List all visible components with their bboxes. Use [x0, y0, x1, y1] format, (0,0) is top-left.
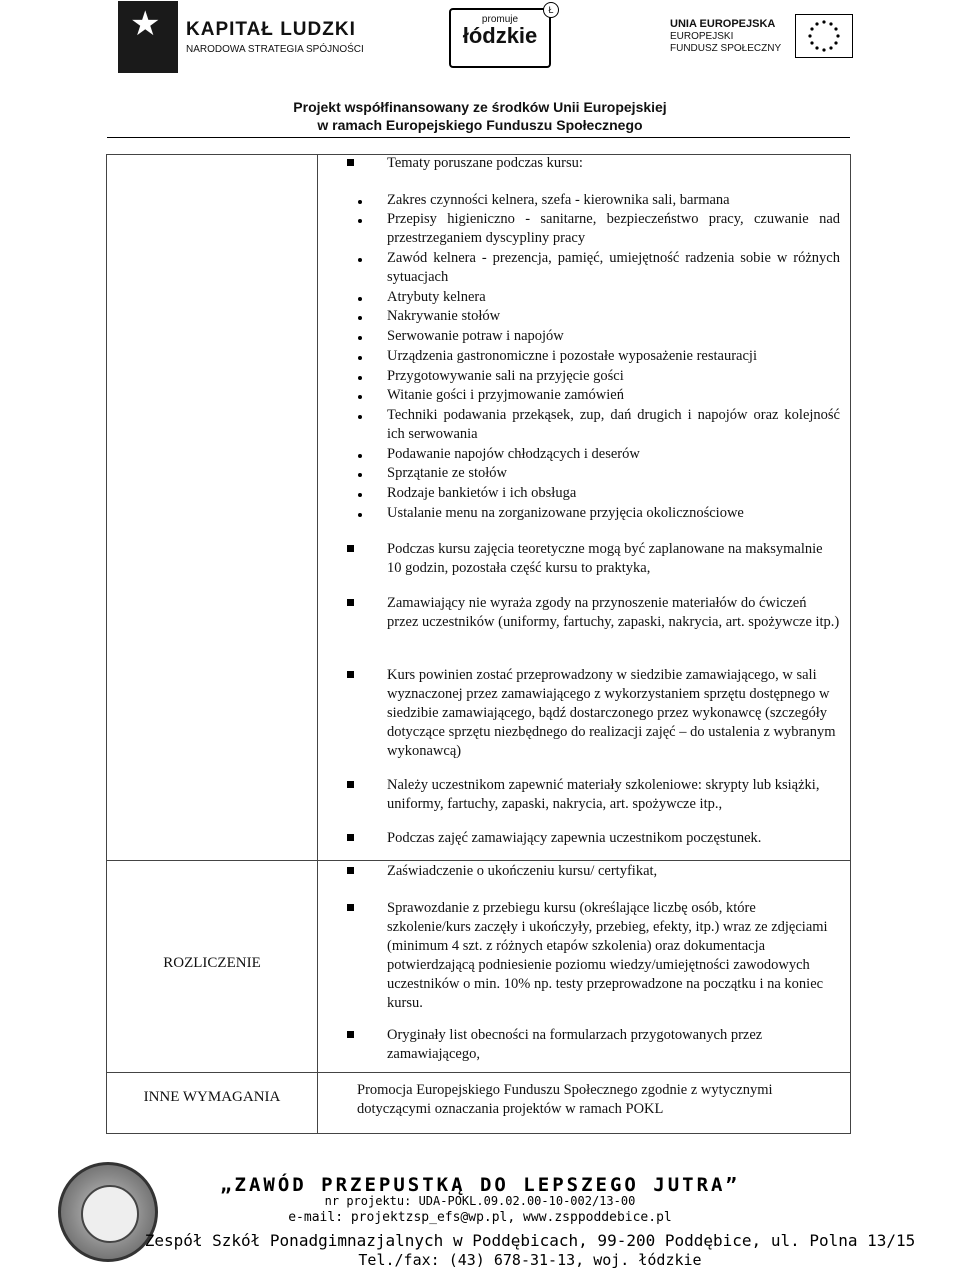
rozliczenie-item: Sprawozdanie z przebiegu kursu (określające liczbę osób, które szkolenie/kurs zaczęły i ukończyły, przebieg, efekty, itp.) wraz ze zdjęciami (minimum 4 szt. z różnych etapów szkolenia) oraz dokumentacja potwierdzającą podniesienie poziomu wiedzy/umiejętności zawodowych uczestników o min. 10% np. testy przeprowadzone na początku i na koniec kursu. [387, 900, 828, 1011]
topic-item: Urządzenia gastronomiczne i pozostałe wyposażenie restauracji [387, 348, 757, 364]
lodz-small-text: promuje [481, 14, 519, 25]
topic-item: Atrybuty kelnera [387, 289, 486, 305]
note-item: Należy uczestnikom zapewnić materiały szkoleniowe: skrypty lub książki, uniformy, fartuchy, zapaski, nakrycia, art. spożywcze itp., [387, 777, 820, 812]
topic-item: Serwowanie potraw i napojów [387, 328, 564, 344]
note-item: Podczas zajęć zamawiający zapewnia uczestnikom poczęstunek. [387, 830, 762, 846]
topic-item: Podawanie napojów chłodzących i deserów [387, 446, 640, 462]
note-item: Podczas kursu zajęcia teoretyczne mogą być zaplanowane na maksymalnie 10 godzin, pozostała część kursu to praktyka, [387, 541, 823, 576]
project-line-2: w ramach Europejskiego Funduszu Społecznego [317, 117, 643, 133]
topic-item: Witanie gości i przyjmowanie zamówień [387, 387, 624, 403]
footer-school: Zespół Szkół Ponadgimnazjalnych w Poddębicach, 99-200 Poddębice, ul. Polna 13/15 [144, 1231, 916, 1250]
footer-project-number: nr projektu: UDA-POKL.09.02.00-10-002/13-00 [324, 1194, 636, 1208]
bullet-square-icon [347, 545, 354, 552]
topic-item: Przygotowywanie sali na przyjęcie gości [387, 368, 624, 384]
bullet-dot-icon [358, 395, 362, 399]
bullet-square-icon [347, 834, 354, 841]
bullet-dot-icon [358, 356, 362, 360]
footer-phone: Tel./fax: (43) 678-31-13, woj. łódzkie [358, 1251, 702, 1269]
kl-title: KAPITAŁ LUDZKI [186, 19, 356, 40]
project-line-1: Projekt współfinansowany ze środków Unii Europejskiej [293, 99, 667, 115]
rozliczenie-item: Oryginały list obecności na formularzach przygotowanych przez zamawiającego, [387, 1027, 763, 1062]
bullet-dot-icon [358, 415, 362, 419]
topic-item: Zawód kelnera - prezencja, pamięć, umiejętność radzenia sobie w różnych sytuacjach [387, 250, 840, 285]
bullet-dot-icon [358, 454, 362, 458]
bullet-dot-icon [358, 200, 362, 204]
bullet-square-icon [347, 904, 354, 911]
topics-heading: Tematy poruszane podczas kursu: [387, 155, 583, 171]
bullet-dot-icon [358, 258, 362, 262]
eu-line-3: FUNDUSZ SPOŁECZNY [670, 42, 782, 54]
bullet-square-icon [347, 867, 354, 874]
bullet-square-icon [347, 1031, 354, 1038]
eu-line-1: UNIA EUROPEJSKA [670, 17, 776, 30]
topic-item: Nakrywanie stołów [387, 308, 501, 324]
kl-subtitle: NARODOWA STRATEGIA SPÓJNOŚCI [186, 44, 364, 55]
lodz-badge: Ł [543, 2, 559, 18]
bullet-dot-icon [358, 316, 362, 320]
footer-slogan: „ZAWÓD PRZEPUSTKĄ DO LEPSZEGO JUTRA” [220, 1174, 740, 1196]
bullet-dot-icon [358, 219, 362, 223]
kapital-ludzki-star-icon: ★ [118, 1, 178, 73]
bullet-dot-icon [358, 297, 362, 301]
inne-wymagania-label: INNE WYMAGANIA [143, 1089, 281, 1105]
topic-item: Przepisy higieniczno - sanitarne, bezpieczeństwo pracy, czuwanie nad przestrzeganiem dyscypliny pracy [387, 211, 840, 246]
bullet-dot-icon [358, 473, 362, 477]
eu-line-2: EUROPEJSKI [670, 30, 734, 42]
rozliczenie-label: ROZLICZENIE [163, 955, 261, 971]
bullet-square-icon [347, 671, 354, 678]
topic-item: Techniki podawania przekąsek, zup, dań drugich i napojów oraz kolejność ich serwowania [387, 407, 840, 442]
topic-item: Sprzątanie ze stołów [387, 465, 507, 481]
rozliczenie-item: Zaświadczenie o ukończeniu kursu/ certyfikat, [387, 863, 658, 879]
footer-contact: e-mail: projektzsp_efs@wp.pl, www.zsppoddebice.pl [288, 1210, 672, 1225]
bullet-square-icon [347, 159, 354, 166]
bullet-dot-icon [358, 376, 362, 380]
bullet-square-icon [347, 599, 354, 606]
topic-item: Rodzaje bankietów i ich obsługa [387, 485, 577, 501]
bullet-dot-icon [358, 493, 362, 497]
topic-item: Zakres czynności kelnera, szefa - kierownika sali, barmana [387, 192, 730, 208]
topic-item: Ustalanie menu na zorganizowane przyjęcia okolicznościowe [387, 505, 744, 521]
inne-wymagania-text: Promocja Europejskiego Funduszu Społecznego zgodnie z wytycznymi dotyczącymi oznaczania projektów w ramach POKL [357, 1082, 773, 1117]
bullet-square-icon [347, 781, 354, 788]
note-item: Kurs powinien zostać przeprowadzony w siedzibie zamawiającego, w sali wyznaczonej przez zamawiającego z wykorzystaniem sprzętu dostępnego w siedzibie zamawiającego, bądź dostarczonego przez wykonawcę (szczegóły dotyczące sprzętu niezbędnego do realizacji zajęć – do ustalenia z wybranym wykonawcą) [387, 667, 836, 759]
note-item: Zamawiający nie wyraża zgody na przynoszenie materiałów do ćwiczeń przez uczestników (uniformy, fartuchy, zapaski, nakrycia, art. spożywcze itp.) [387, 595, 840, 630]
bullet-dot-icon [358, 336, 362, 340]
lodz-big-text: łódzkie [462, 23, 538, 48]
bullet-dot-icon [358, 513, 362, 517]
